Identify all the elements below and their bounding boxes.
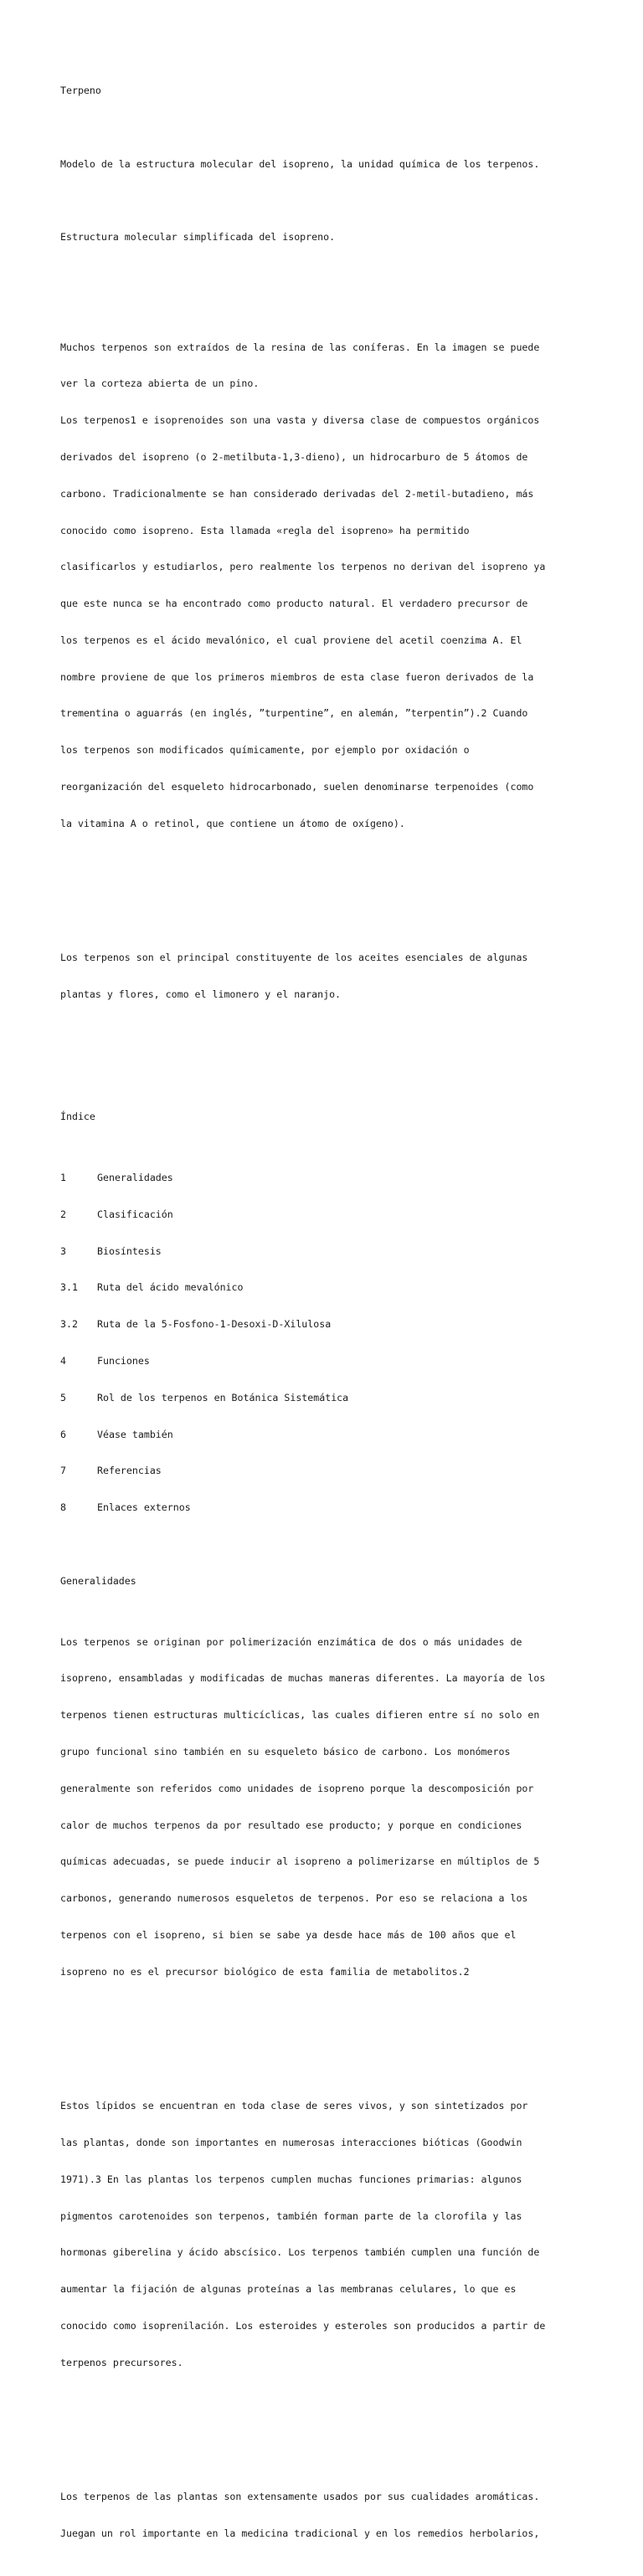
text-line: Muchos terpenos son extraídos de la resina de las coníferas. En la imagen se puede bbox=[60, 341, 540, 353]
toc-label: Clasificación bbox=[97, 1208, 173, 1220]
text-line: que este nunca se ha encontrado como producto natural. El verdadero precursor de bbox=[60, 598, 528, 610]
toc-item[interactable] bbox=[60, 1392, 596, 1404]
toc-number: 7 bbox=[60, 1465, 66, 1477]
text-line: carbonos, generando numerosos esqueletos de terpenos. Por eso se relaciona a los bbox=[60, 1892, 528, 1905]
toc-label: Generalidades bbox=[97, 1172, 173, 1184]
document-title: Terpeno bbox=[60, 85, 101, 97]
toc-item[interactable] bbox=[60, 1172, 596, 1184]
text-line: calor de muchos terpenos da por resultado ese producto; y porque en condiciones bbox=[60, 1819, 522, 1831]
toc-label: Véase también bbox=[97, 1428, 173, 1440]
text-line: plantas y flores, como el limonero y el naranjo. bbox=[60, 988, 342, 1001]
text-line: nombre proviene de que los primeros miembros de esta clase fueron derivados de la bbox=[60, 670, 534, 683]
toc-item[interactable] bbox=[60, 1318, 596, 1331]
toc-label: Biosíntesis bbox=[97, 1244, 162, 1257]
text-line: hormonas giberelina y ácido abscísico. Los terpenos también cumplen una función de bbox=[60, 2246, 540, 2259]
toc-item[interactable] bbox=[60, 1429, 596, 1441]
text-line: las plantas, donde son importantes en numerosas interacciones bióticas (Goodwin bbox=[60, 2136, 522, 2148]
text-line: Los terpenos de las plantas son extensamente usados por sus cualidades aromáticas. bbox=[60, 2491, 540, 2503]
text-line: derivados del isopreno (o 2-metilbuta-1,3-dieno), un hidrocarburo de 5 átomos de bbox=[60, 451, 528, 463]
text-line: generalmente son referidos como unidades de isopreno porque la descomposición por bbox=[60, 1782, 534, 1794]
generalidades-paragraph bbox=[60, 1611, 596, 2002]
toc-item[interactable] bbox=[60, 1281, 596, 1294]
text-line: grupo funcional sino también en su esqueleto básico de carbono. Los monómeros bbox=[60, 1745, 511, 1758]
toc-number: 5 bbox=[60, 1391, 66, 1403]
text-line: aumentar la fijación de algunas proteínas a las membranas celulares, lo que es bbox=[60, 2283, 517, 2296]
plants-uses-paragraph bbox=[60, 2466, 596, 2564]
text-line: isopreno, ensambladas y modificadas de muchas maneras diferentes. La mayoría de los bbox=[60, 1672, 546, 1685]
toc-number: 8 bbox=[60, 1501, 66, 1514]
essential-oils-paragraph bbox=[60, 927, 596, 1025]
text-line: conocido como isoprenilación. Los esteroides y esteroles son producidos a partir de bbox=[60, 2319, 546, 2332]
toc-label: Ruta del ácido mevalónico bbox=[97, 1281, 244, 1294]
text-line: ver la corteza abierta de un pino. bbox=[60, 377, 260, 390]
text-line: terpenos con el isopreno, si bien se sabe ya desde hace más de 100 años que el bbox=[60, 1928, 517, 1941]
text-line: químicas adecuadas, se puede inducir al isopreno a polimerizarse en múltiplos de 5 bbox=[60, 1855, 540, 1868]
text-line: Estos lípidos se encuentran en toda clase de seres vivos, y son sintetizados por bbox=[60, 2100, 528, 2112]
index-heading: Índice bbox=[60, 1111, 95, 1123]
toc-item[interactable] bbox=[60, 1208, 596, 1221]
toc-number: 2 bbox=[60, 1208, 66, 1220]
text-line: la vitamina A o retinol, que contiene un átomo de oxígeno). bbox=[60, 817, 405, 829]
text-line: pigmentos carotenoides son terpenos, también forman parte de la clorofila y las bbox=[60, 2209, 522, 2222]
text-line: conocido como isopreno. Esta llamada «regla del isopreno» ha permitido bbox=[60, 524, 470, 536]
toc-number: 6 bbox=[60, 1428, 66, 1440]
toc-item[interactable] bbox=[60, 1501, 596, 1514]
image-caption-isoprene-structure: Estructura molecular simplificada del isopreno. bbox=[60, 231, 336, 244]
text-line: isopreno no es el precursor biológico de esta familia de metabolitos.2 bbox=[60, 1965, 470, 1978]
toc-number: 3.2 bbox=[60, 1318, 78, 1331]
toc-number: 4 bbox=[60, 1354, 66, 1367]
text-line: Los terpenos se originan por polimerización enzimática de dos o más unidades de bbox=[60, 1635, 522, 1648]
table-of-contents bbox=[60, 1147, 596, 1538]
text-line: 1971).3 En las plantas los terpenos cumplen muchas funciones primarias: algunos bbox=[60, 2173, 522, 2185]
image-caption-isoprene-model: Modelo de la estructura molecular del isopreno, la unidad química de los terpenos. bbox=[60, 157, 540, 170]
toc-label: Funciones bbox=[97, 1354, 150, 1367]
text-line: los terpenos es el ácido mevalónico, el cual proviene del acetil coenzima A. El bbox=[60, 634, 522, 646]
text-line: trementina o aguarrás (en inglés, ”turpentine”, en alemán, ”terpentin”).2 Cuando bbox=[60, 707, 528, 720]
text-line: los terpenos son modificados químicamente, por ejemplo por oxidación o bbox=[60, 744, 470, 757]
intro-paragraph bbox=[60, 316, 596, 854]
text-line: clasificarlos y estudiarlos, pero realmente los terpenos no derivan del isopreno ya bbox=[60, 561, 546, 573]
toc-number: 1 bbox=[60, 1172, 66, 1184]
toc-item[interactable] bbox=[60, 1245, 596, 1258]
toc-label: Rol de los terpenos en Botánica Sistemática bbox=[97, 1391, 349, 1403]
toc-label: Ruta de la 5-Fosfono-1-Desoxi-D-Xilulosa bbox=[97, 1318, 332, 1331]
text-line: reorganización del esqueleto hidrocarbonado, suelen denominarse terpenoides (como bbox=[60, 781, 534, 793]
toc-item[interactable] bbox=[60, 1465, 596, 1477]
section-heading-generalidades: Generalidades bbox=[60, 1574, 136, 1587]
text-line: Juegan un rol importante en la medicina tradicional y en los remedios herbolarios, bbox=[60, 2527, 540, 2539]
document-page bbox=[60, 60, 596, 2576]
text-line: terpenos precursores. bbox=[60, 2356, 183, 2368]
toc-label: Referencias bbox=[97, 1465, 162, 1477]
text-line: carbono. Tradicionalmente se han considerado derivadas del 2-metil-butadieno, más bbox=[60, 487, 534, 500]
toc-item[interactable] bbox=[60, 1355, 596, 1368]
toc-number: 3 bbox=[60, 1244, 66, 1257]
toc-label: Enlaces externos bbox=[97, 1501, 191, 1514]
text-line: Los terpenos1 e isoprenoides son una vasta y diversa clase de compuestos orgánicos bbox=[60, 414, 540, 427]
text-line: terpenos tienen estructuras multicíclicas, las cuales difieren entre sí no solo en bbox=[60, 1709, 540, 1722]
toc-number: 3.1 bbox=[60, 1281, 78, 1294]
lipids-paragraph bbox=[60, 2076, 596, 2393]
text-line: Los terpenos son el principal constituyente de los aceites esenciales de algunas bbox=[60, 952, 528, 964]
